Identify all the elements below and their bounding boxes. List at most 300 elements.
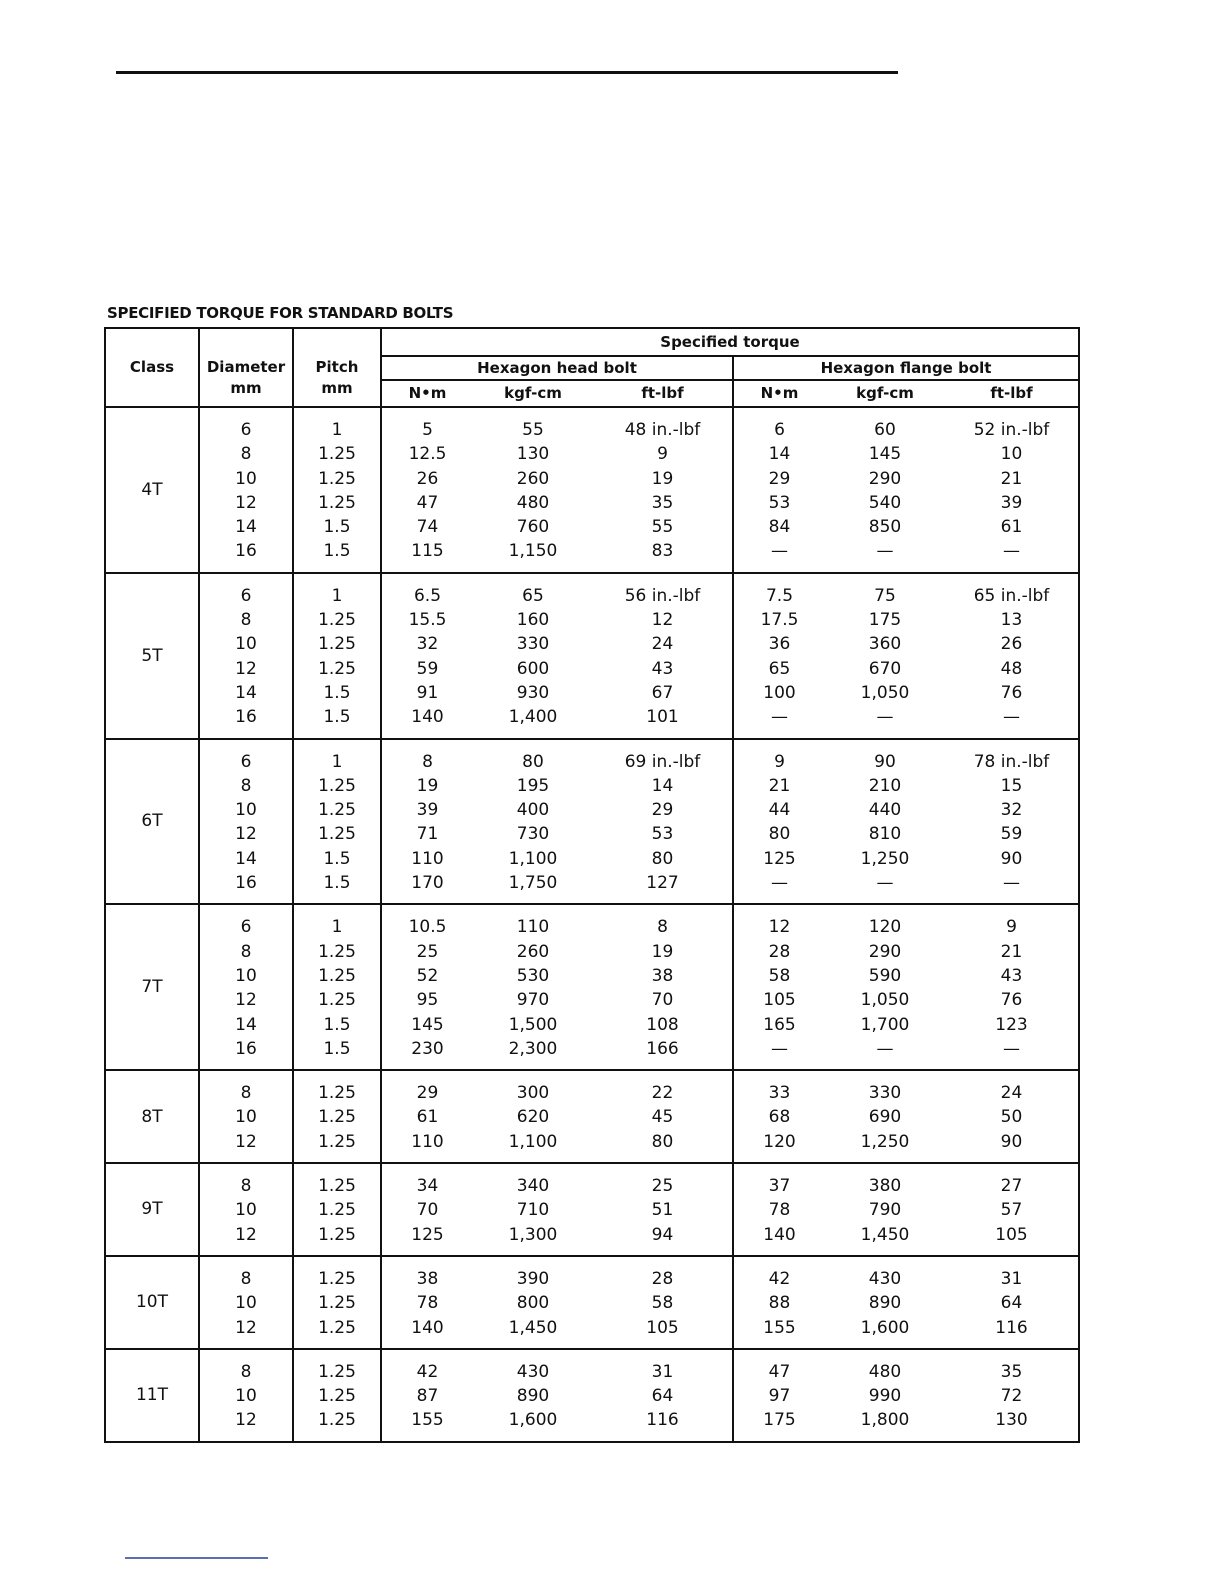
- table-cell-value: 115: [411, 541, 444, 562]
- table-cell-value: 64: [651, 1386, 674, 1407]
- flange-nm-cell: [733, 1070, 825, 1163]
- table-cell-value: 1.5: [323, 848, 351, 869]
- cell-padding: [382, 1433, 473, 1441]
- cell-padding: [200, 740, 292, 750]
- table-cell-value: 15.5: [408, 610, 447, 631]
- table-cell-value: 80: [651, 848, 674, 869]
- table-cell-value: 8: [240, 610, 252, 631]
- table-cell-value: 21: [1000, 468, 1023, 489]
- table-cell-value: 39: [416, 800, 439, 821]
- table-header: [105, 328, 1079, 407]
- table-cell-value: 1: [331, 420, 343, 440]
- table-cell-value: 29: [768, 468, 791, 489]
- table-cell-value: 195: [516, 775, 550, 796]
- table-cell-value: 42: [768, 1268, 791, 1289]
- head-nm-cell: [381, 904, 473, 1070]
- cell-padding: [825, 1247, 945, 1255]
- pitch-cell: [293, 1163, 381, 1256]
- table-cell-value: 1,700: [860, 1014, 910, 1035]
- table-cell-value: 1.25: [318, 1176, 356, 1197]
- table-row: [105, 1349, 1079, 1442]
- table-cell-value: 260: [516, 468, 550, 489]
- table-cell-value: 6.5: [413, 585, 442, 606]
- cell-padding: [200, 1164, 292, 1174]
- cell-padding: [382, 564, 473, 572]
- table-cell-value: 1.25: [318, 941, 356, 962]
- table-cell-value: 28: [651, 1268, 674, 1289]
- class-cell: 11T: [105, 1349, 199, 1442]
- table-cell-value: 35: [651, 492, 674, 513]
- table-cell-value: 890: [516, 1386, 550, 1407]
- cell-padding: [382, 1350, 473, 1360]
- diameter-cell: [199, 904, 293, 1070]
- table-cell-value: 1,300: [508, 1224, 558, 1245]
- table-cell-value: 12: [651, 610, 674, 631]
- cell-padding: [734, 564, 825, 572]
- table-cell-value: 59: [416, 658, 439, 679]
- class-group-8t: [105, 1070, 1079, 1163]
- cell-padding: [294, 1071, 380, 1081]
- table-cell-value: 16: [235, 541, 257, 562]
- header-diameter-label: Diameter: [206, 358, 286, 376]
- class-group-7t: [105, 904, 1079, 1070]
- cell-padding: [593, 1061, 732, 1069]
- torque-table: [104, 327, 1080, 1443]
- table-cell-value: 105: [646, 1317, 679, 1338]
- table-cell-value: 1.5: [323, 873, 351, 894]
- table-cell-value: 34: [416, 1176, 439, 1197]
- table-cell-value: 61: [1000, 517, 1023, 538]
- table-cell-value: 1.25: [318, 634, 356, 655]
- table-cell-value: 14: [651, 775, 674, 796]
- table-cell-value: 400: [516, 800, 550, 821]
- table-cell-value: 1.25: [318, 444, 356, 465]
- table-cell-value: 8: [240, 1268, 252, 1289]
- header-diameter-unit: mm: [230, 379, 262, 397]
- cell-padding: [734, 1247, 825, 1255]
- cell-padding: [593, 740, 732, 750]
- table-cell-value: 9: [657, 444, 668, 465]
- table-cell-value: 1.5: [323, 707, 351, 728]
- table-cell-value: 6: [240, 420, 252, 440]
- table-cell-value: 1.25: [318, 775, 356, 796]
- table-cell-value: 123: [995, 1014, 1028, 1035]
- table-cell-value: 360: [868, 634, 902, 655]
- cell-padding: [382, 1154, 473, 1162]
- cell-padding: [593, 1257, 732, 1267]
- table-cell-value: 1,800: [860, 1410, 910, 1431]
- cell-padding: [382, 730, 473, 738]
- table-cell-value: 68: [768, 1107, 791, 1128]
- table-cell-value: —: [1003, 1038, 1020, 1059]
- cell-padding: [734, 1257, 825, 1267]
- flange-kgf-cell: [825, 739, 945, 905]
- header-head-nm: N•m: [381, 380, 473, 407]
- table-cell-value: 390: [516, 1268, 550, 1289]
- table-cell-value: 58: [651, 1293, 674, 1314]
- head-kgf-cell: [473, 1349, 593, 1442]
- table-cell-value: 1.5: [323, 1014, 351, 1035]
- cell-padding: [945, 905, 1078, 915]
- table-cell-value: 13: [1000, 610, 1023, 631]
- table-cell-value: 78: [768, 1200, 791, 1221]
- flange-ftlbf-cell: [945, 904, 1079, 1070]
- pitch-cell: [293, 1256, 381, 1349]
- cell-padding: [593, 564, 732, 572]
- pitch-cell: [293, 1070, 381, 1163]
- cell-padding: [593, 1154, 732, 1162]
- header-flange-nm: N•m: [733, 380, 825, 407]
- table-cell-value: 1.25: [318, 1361, 356, 1382]
- flange-nm-cell: [733, 904, 825, 1070]
- table-cell-value: 10: [235, 634, 257, 655]
- table-cell-value: 50: [1000, 1107, 1023, 1128]
- table-cell-value: 76: [1000, 682, 1023, 703]
- table-cell-value: 32: [416, 634, 439, 655]
- table-cell-value: 1.25: [318, 965, 356, 986]
- head-ftlbf-cell: [593, 904, 733, 1070]
- table-cell-value: 70: [416, 1200, 439, 1221]
- cell-padding: [200, 1247, 292, 1255]
- cell-padding: [382, 1257, 473, 1267]
- table-cell-value: 125: [763, 848, 796, 869]
- table-cell-value: 600: [516, 658, 550, 679]
- flange-ftlbf-cell: [945, 1070, 1079, 1163]
- cell-padding: [734, 1061, 825, 1069]
- table-cell-value: 110: [411, 1131, 444, 1152]
- table-cell-value: 1,500: [508, 1014, 558, 1035]
- table-cell-value: 25: [416, 941, 439, 962]
- table-cell-value: 1,250: [860, 1131, 910, 1152]
- table-cell-value: 1.25: [318, 1268, 356, 1289]
- table-cell-value: 80: [651, 1131, 674, 1152]
- cell-padding: [382, 1247, 473, 1255]
- cell-padding: [825, 1350, 945, 1360]
- table-cell-value: 12: [235, 824, 257, 845]
- table-cell-value: 33: [768, 1083, 791, 1104]
- class-group-11t: [105, 1349, 1079, 1442]
- cell-padding: [825, 1257, 945, 1267]
- table-cell-value: 120: [868, 917, 902, 938]
- table-cell-value: 88: [768, 1293, 791, 1314]
- table-cell-value: 14: [235, 682, 257, 703]
- table-cell-value: 70: [651, 990, 674, 1011]
- cell-padding: [593, 730, 732, 738]
- table-cell-value: —: [1003, 541, 1020, 562]
- cell-padding: [294, 895, 380, 903]
- cell-padding: [473, 1154, 593, 1162]
- header-hexagon-head-bolt: Hexagon head bolt: [381, 356, 733, 380]
- table-cell-value: 12: [768, 917, 791, 938]
- cell-padding: [294, 1340, 380, 1348]
- table-cell-value: 1.25: [318, 824, 356, 845]
- flange-nm-cell: [733, 739, 825, 905]
- cell-padding: [945, 740, 1078, 750]
- table-cell-value: 67: [651, 682, 674, 703]
- class-cell: 10T: [105, 1256, 199, 1349]
- cell-padding: [593, 1340, 732, 1348]
- cell-padding: [473, 905, 593, 915]
- table-cell-value: 330: [868, 1083, 902, 1104]
- head-ftlbf-cell: [593, 1163, 733, 1256]
- cell-padding: [593, 1164, 732, 1174]
- class-cell: 7T: [105, 904, 199, 1070]
- table-cell-value: 37: [768, 1176, 791, 1197]
- table-cell-value: 69 in.-lbf: [624, 751, 701, 772]
- cell-padding: [825, 740, 945, 750]
- table-cell-value: 80: [768, 824, 791, 845]
- table-cell-value: 1: [331, 585, 343, 606]
- cell-padding: [473, 1257, 593, 1267]
- table-cell-value: 28: [768, 941, 791, 962]
- table-cell-value: 440: [868, 800, 902, 821]
- table-cell-value: 175: [763, 1410, 796, 1431]
- table-cell-value: 990: [868, 1386, 902, 1407]
- table-cell-value: —: [771, 873, 788, 894]
- table-cell-value: 760: [516, 517, 550, 538]
- table-cell-value: 1.25: [318, 1317, 356, 1338]
- cell-padding: [200, 1154, 292, 1162]
- cell-padding: [945, 1061, 1078, 1069]
- cell-padding: [294, 730, 380, 738]
- table-cell-value: 970: [516, 990, 550, 1011]
- cell-padding: [945, 1350, 1078, 1360]
- cell-padding: [593, 574, 732, 584]
- table-cell-value: 690: [868, 1107, 902, 1128]
- table-cell-value: 24: [651, 634, 674, 655]
- table-cell-value: 670: [868, 658, 902, 679]
- table-cell-value: 56 in.-lbf: [624, 585, 701, 606]
- table-cell-value: 52 in.-lbf: [973, 420, 1050, 440]
- table-cell-value: 1.25: [318, 610, 356, 631]
- header-class: Class: [105, 328, 199, 407]
- cell-padding: [734, 1340, 825, 1348]
- table-cell-value: 83: [651, 541, 674, 562]
- table-cell-value: 8: [240, 1083, 252, 1104]
- table-cell-value: 155: [411, 1410, 444, 1431]
- table-cell-value: —: [1003, 707, 1020, 728]
- head-ftlbf-cell: [593, 1349, 733, 1442]
- table-row: [105, 739, 1079, 905]
- flange-kgf-cell: [825, 904, 945, 1070]
- cell-padding: [473, 1340, 593, 1348]
- header-pitch-unit: mm: [321, 379, 353, 397]
- table-cell-value: 8: [240, 941, 252, 962]
- cell-padding: [734, 574, 825, 584]
- table-cell-value: 130: [516, 444, 550, 465]
- flange-ftlbf-cell: [945, 573, 1079, 739]
- table-cell-value: 10: [235, 468, 257, 489]
- cell-padding: [294, 1257, 380, 1267]
- table-cell-value: 1.25: [318, 1107, 356, 1128]
- table-cell-value: 31: [1000, 1268, 1023, 1289]
- table-cell-value: 130: [995, 1410, 1028, 1431]
- table-cell-value: 12.5: [408, 444, 447, 465]
- flange-kgf-cell: [825, 1349, 945, 1442]
- table-cell-value: 8: [240, 1176, 252, 1197]
- table-cell-value: 120: [763, 1131, 796, 1152]
- cell-padding: [200, 564, 292, 572]
- table-cell-value: 8: [240, 775, 252, 796]
- table-cell-value: 800: [516, 1293, 550, 1314]
- table-cell-value: 44: [768, 800, 791, 821]
- table-cell-value: 61: [416, 1107, 439, 1128]
- flange-kgf-cell: [825, 1070, 945, 1163]
- table-cell-value: 21: [1000, 941, 1023, 962]
- header-head-ftlbf: ft-lbf: [593, 380, 733, 407]
- table-cell-value: —: [771, 1038, 788, 1059]
- cell-padding: [473, 408, 593, 418]
- head-kgf-cell: [473, 1163, 593, 1256]
- table-cell-value: 10: [235, 1107, 257, 1128]
- table-cell-value: 10: [235, 1200, 257, 1221]
- table-cell-value: 71: [416, 824, 439, 845]
- table-cell-value: 6: [240, 917, 252, 938]
- table-cell-value: 29: [416, 1083, 439, 1104]
- table-cell-value: 1.25: [318, 1293, 356, 1314]
- table-cell-value: 101: [646, 707, 679, 728]
- table-cell-value: 14: [235, 848, 257, 869]
- cell-padding: [200, 1257, 292, 1267]
- table-cell-value: 21: [768, 775, 791, 796]
- cell-padding: [200, 730, 292, 738]
- header-diameter: [199, 328, 293, 407]
- table-cell-value: 78 in.-lbf: [973, 751, 1050, 772]
- table-cell-value: 12: [235, 990, 257, 1011]
- cell-padding: [294, 1061, 380, 1069]
- table-cell-value: —: [876, 541, 894, 562]
- table-cell-value: 230: [411, 1038, 444, 1059]
- table-cell-value: 17.5: [760, 610, 799, 631]
- cell-padding: [825, 895, 945, 903]
- table-cell-value: 12: [235, 658, 257, 679]
- header-flange-kgf: kgf-cm: [825, 380, 945, 407]
- cell-padding: [825, 1340, 945, 1348]
- table-cell-value: 16: [235, 707, 257, 728]
- table-cell-value: 32: [1000, 800, 1023, 821]
- table-cell-value: 140: [411, 1317, 444, 1338]
- table-cell-value: 110: [411, 848, 444, 869]
- table-cell-value: 26: [416, 468, 439, 489]
- cell-padding: [473, 740, 593, 750]
- table-cell-value: 72: [1000, 1386, 1023, 1407]
- cell-padding: [473, 1071, 593, 1081]
- table-cell-value: 127: [646, 873, 679, 894]
- cell-padding: [593, 1247, 732, 1255]
- table-cell-value: 340: [516, 1176, 550, 1197]
- table-cell-value: 51: [651, 1200, 674, 1221]
- head-ftlbf-cell: [593, 1070, 733, 1163]
- table-cell-value: 1,450: [860, 1224, 910, 1245]
- cell-padding: [945, 408, 1078, 418]
- pitch-cell: [293, 739, 381, 905]
- table-cell-value: —: [1003, 873, 1020, 894]
- table-title: SPECIFIED TORQUE FOR STANDARD BOLTS: [107, 304, 454, 322]
- cell-padding: [593, 408, 732, 418]
- table-cell-value: 1.5: [323, 517, 351, 538]
- table-cell-value: —: [876, 707, 894, 728]
- table-cell-value: 29: [651, 800, 674, 821]
- cell-padding: [294, 408, 380, 418]
- header-pitch-label: Pitch: [315, 358, 359, 376]
- table-cell-value: 1.25: [318, 1131, 356, 1152]
- flange-kgf-cell: [825, 1163, 945, 1256]
- table-cell-value: 6: [774, 420, 785, 440]
- table-cell-value: 210: [868, 775, 902, 796]
- table-cell-value: 91: [416, 682, 439, 703]
- class-group-5t: [105, 573, 1079, 739]
- table-cell-value: 108: [646, 1014, 679, 1035]
- cell-padding: [200, 408, 292, 418]
- head-nm-cell: [381, 407, 473, 573]
- table-cell-value: 480: [868, 1361, 902, 1382]
- table-cell-value: 84: [768, 517, 791, 538]
- table-row: [105, 1256, 1079, 1349]
- pitch-cell: [293, 904, 381, 1070]
- table-cell-value: 330: [516, 634, 550, 655]
- cell-padding: [382, 895, 473, 903]
- table-cell-value: 145: [868, 444, 902, 465]
- cell-padding: [825, 574, 945, 584]
- table-cell-value: 300: [516, 1083, 550, 1104]
- table-cell-value: 43: [1000, 965, 1023, 986]
- table-cell-value: 1,600: [508, 1410, 558, 1431]
- table-cell-value: 1.25: [318, 658, 356, 679]
- table-cell-value: 95: [416, 990, 439, 1011]
- table-cell-value: 24: [1000, 1083, 1023, 1104]
- cell-padding: [825, 1433, 945, 1441]
- cell-padding: [734, 1164, 825, 1174]
- table-cell-value: 10: [235, 965, 257, 986]
- class-cell: 4T: [105, 407, 199, 573]
- head-nm-cell: [381, 739, 473, 905]
- table-cell-value: 710: [516, 1200, 550, 1221]
- cell-padding: [734, 895, 825, 903]
- table-cell-value: 10: [235, 800, 257, 821]
- table-cell-value: 87: [416, 1386, 439, 1407]
- flange-ftlbf-cell: [945, 1349, 1079, 1442]
- diameter-cell: [199, 573, 293, 739]
- head-kgf-cell: [473, 407, 593, 573]
- table-cell-value: 110: [516, 917, 550, 938]
- table-cell-value: 14: [235, 517, 257, 538]
- table-cell-value: 1.25: [318, 492, 356, 513]
- cell-padding: [825, 1061, 945, 1069]
- cell-padding: [200, 574, 292, 584]
- table-cell-value: 890: [868, 1293, 902, 1314]
- table-cell-value: 22: [651, 1083, 674, 1104]
- table-cell-value: 35: [1000, 1361, 1023, 1382]
- table-cell-value: 1,050: [860, 682, 910, 703]
- flange-nm-cell: [733, 1349, 825, 1442]
- table-cell-value: 26: [1000, 634, 1023, 655]
- cell-padding: [945, 1247, 1078, 1255]
- cell-padding: [294, 1247, 380, 1255]
- flange-ftlbf-cell: [945, 1256, 1079, 1349]
- cell-padding: [294, 740, 380, 750]
- table-cell-value: 10: [1000, 444, 1023, 465]
- table-cell-value: 94: [651, 1224, 674, 1245]
- table-cell-value: 1,250: [860, 848, 910, 869]
- table-cell-value: 290: [868, 468, 902, 489]
- pitch-cell: [293, 407, 381, 573]
- table-cell-value: 1.25: [318, 800, 356, 821]
- table-cell-value: 47: [416, 492, 439, 513]
- pitch-cell: [293, 573, 381, 739]
- table-cell-value: 430: [868, 1268, 902, 1289]
- table-cell-value: 8: [240, 444, 252, 465]
- table-cell-value: 10.5: [408, 917, 447, 938]
